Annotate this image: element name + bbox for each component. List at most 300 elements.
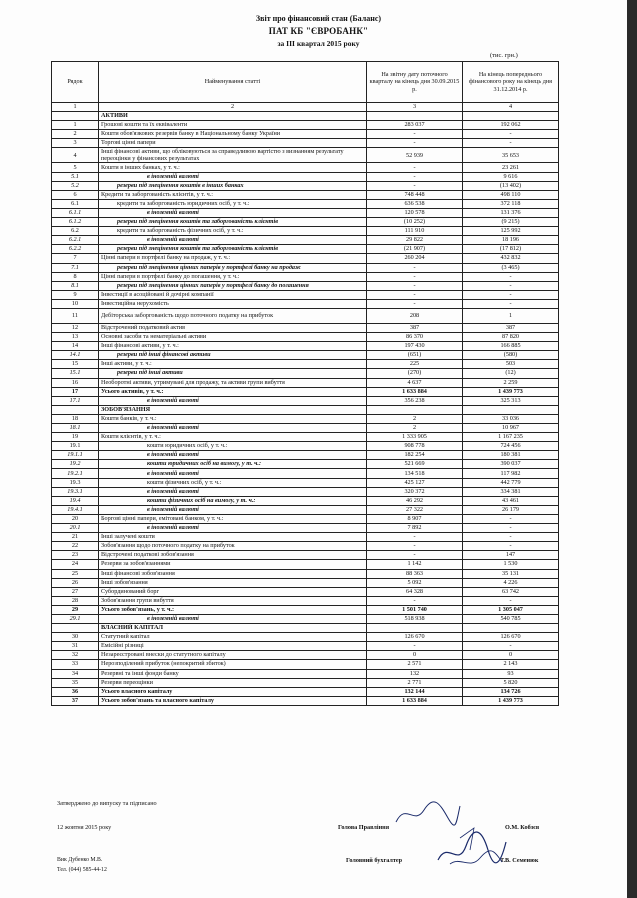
value-current: -	[367, 130, 463, 139]
value-current: 518 938	[367, 614, 463, 623]
row-number: 23	[52, 551, 99, 560]
row-number: 6.1	[52, 199, 99, 208]
table-row	[52, 442, 559, 451]
col-header-row: Рядок	[52, 62, 99, 103]
table-row	[52, 227, 559, 236]
col-number: 4	[463, 103, 559, 112]
row-label: Інвестиції в асоційовані й дочірні компанії	[99, 290, 367, 299]
row-number: 34	[52, 669, 99, 678]
row-label: Усього активів, у т. ч.:	[99, 387, 367, 396]
table-row	[52, 469, 559, 478]
table-row	[52, 254, 559, 263]
table-row	[52, 487, 559, 496]
table-row	[52, 578, 559, 587]
table-row	[52, 190, 559, 199]
row-label: Цінні папери в портфелі банку на продаж, у т. ч.:	[99, 254, 367, 263]
table-row	[52, 272, 559, 281]
value-previous: (3 465)	[463, 263, 559, 272]
row-number: 33	[52, 660, 99, 669]
col-number: 2	[99, 103, 367, 112]
row-label: Боргові цінні папери, емітовані банком, у т. ч.:	[99, 514, 367, 523]
value-previous: -	[463, 524, 559, 533]
row-label: кредити та заборгованість юридичних осіб, у т. ч.:	[99, 199, 367, 208]
table-row	[52, 451, 559, 460]
value-previous: 498 110	[463, 190, 559, 199]
value-current: 4 637	[367, 378, 463, 387]
row-number: 19.3.1	[52, 487, 99, 496]
value-previous: 724 456	[463, 442, 559, 451]
value-previous	[463, 624, 559, 633]
value-current: 126 670	[367, 633, 463, 642]
value-previous: 2 143	[463, 660, 559, 669]
value-current: -	[367, 281, 463, 290]
row-number: 24	[52, 560, 99, 569]
value-current: (651)	[367, 351, 463, 360]
table-row	[52, 514, 559, 523]
value-previous: 126 670	[463, 633, 559, 642]
value-previous: 192 062	[463, 121, 559, 130]
row-label: в іноземній валюті	[99, 396, 367, 405]
row-label: Відстрочені податкові зобов'язання	[99, 551, 367, 560]
value-current: -	[367, 642, 463, 651]
row-label: Торгові цінні папери	[99, 139, 367, 148]
table-row	[52, 245, 559, 254]
value-current: 1 633 884	[367, 387, 463, 396]
table-row	[52, 172, 559, 181]
table-row	[52, 542, 559, 551]
value-current	[367, 624, 463, 633]
value-current: -	[367, 139, 463, 148]
value-current: -	[367, 542, 463, 551]
approval-date: 12 жовтня 2015 року	[57, 824, 112, 831]
row-label: ВЛАСНИЙ КАПІТАЛ	[99, 624, 367, 633]
value-current: 86 370	[367, 333, 463, 342]
row-number: 19.2.1	[52, 469, 99, 478]
row-number: 31	[52, 642, 99, 651]
table-row	[52, 281, 559, 290]
value-previous: -	[463, 290, 559, 299]
table-header-row	[52, 62, 559, 103]
row-label: Резерви переоцінки	[99, 678, 367, 687]
row-label: Резервні та інші фонди банку	[99, 669, 367, 678]
row-number: 15	[52, 360, 99, 369]
chair-signature-icon	[392, 798, 462, 828]
row-number	[52, 112, 99, 121]
col-header-previous: На кінець попереднього фінансового року на кінець дня 31.12.2014 р.	[463, 62, 559, 103]
value-previous: -	[463, 299, 559, 308]
row-label: Резерви за зобов'язаннями	[99, 560, 367, 569]
table-row	[52, 669, 559, 678]
row-label: кошти юридичних осіб на вимогу, у т. ч.:	[99, 460, 367, 469]
row-label: Усього зобов'язань, у т. ч.:	[99, 605, 367, 614]
value-previous: 390 037	[463, 460, 559, 469]
value-current: 283 037	[367, 121, 463, 130]
scan-edge	[627, 0, 637, 898]
row-number: 29.1	[52, 614, 99, 623]
row-label: АКТИВИ	[99, 112, 367, 121]
row-number: 6.2.1	[52, 236, 99, 245]
value-current: -	[367, 272, 463, 281]
table-row	[52, 323, 559, 332]
value-previous: 180 381	[463, 451, 559, 460]
value-previous: -	[463, 533, 559, 542]
row-number: 4	[52, 148, 99, 163]
row-label: Цінні папери в портфелі банку до погашення, у т. ч.:	[99, 272, 367, 281]
row-number: 32	[52, 651, 99, 660]
value-previous: (12)	[463, 369, 559, 378]
value-previous: 63 742	[463, 587, 559, 596]
row-number: 18.1	[52, 424, 99, 433]
value-previous: 33 036	[463, 414, 559, 423]
value-current: 1 333 905	[367, 433, 463, 442]
value-current: -	[367, 290, 463, 299]
value-previous: -	[463, 130, 559, 139]
value-current: 27 322	[367, 505, 463, 514]
table-row	[52, 333, 559, 342]
table-row	[52, 569, 559, 578]
row-number: 21	[52, 533, 99, 542]
table-row	[52, 181, 559, 190]
row-number: 1	[52, 121, 99, 130]
row-number: 20.1	[52, 524, 99, 533]
row-number: 19.2	[52, 460, 99, 469]
row-number: 19.1.1	[52, 451, 99, 460]
value-previous: 166 885	[463, 342, 559, 351]
row-number: 28	[52, 596, 99, 605]
table-row	[52, 342, 559, 351]
row-label: Емісійні різниці	[99, 642, 367, 651]
value-previous: (17 812)	[463, 245, 559, 254]
row-label: Інвестиційна нерухомість	[99, 299, 367, 308]
row-label: Усього власного капіталу	[99, 687, 367, 696]
row-number: 7.1	[52, 263, 99, 272]
table-row	[52, 596, 559, 605]
table-row	[52, 163, 559, 172]
value-previous: 1 167 235	[463, 433, 559, 442]
row-label: Необоротні активи, утримувані для продажу, та активи групи вибуття	[99, 378, 367, 387]
row-number: 6.2.2	[52, 245, 99, 254]
value-previous: 35 131	[463, 569, 559, 578]
value-current: 1 142	[367, 560, 463, 569]
row-label: резерви під знецінення цінних паперів у портфелі банку на продаж	[99, 263, 367, 272]
value-current: -	[367, 596, 463, 605]
row-number: 6.1.1	[52, 208, 99, 217]
table-row	[52, 551, 559, 560]
value-previous: (580)	[463, 351, 559, 360]
row-label: Дебіторська заборгованість щодо поточного податку на прибуток	[99, 308, 367, 323]
table-row	[52, 687, 559, 696]
row-label: Кредити та заборгованість клієнтів, у т. ч.:	[99, 190, 367, 199]
value-previous: 117 982	[463, 469, 559, 478]
units-label: (тис. грн.)	[490, 52, 518, 59]
value-previous: 372 118	[463, 199, 559, 208]
table-row	[52, 505, 559, 514]
row-number: 5	[52, 163, 99, 172]
row-label: Грошові кошти та їх еквіваленти	[99, 121, 367, 130]
value-current: (21 907)	[367, 245, 463, 254]
row-number: 16	[52, 378, 99, 387]
value-previous: 4 226	[463, 578, 559, 587]
row-label: Кошти в інших банках, у т. ч.:	[99, 163, 367, 172]
table-row	[52, 424, 559, 433]
value-previous: 334 381	[463, 487, 559, 496]
value-current: 64 328	[367, 587, 463, 596]
row-number: 5.1	[52, 172, 99, 181]
value-previous: 43 461	[463, 496, 559, 505]
value-previous: 35 653	[463, 148, 559, 163]
value-previous: 1 530	[463, 560, 559, 569]
value-previous: 503	[463, 360, 559, 369]
value-previous: 387	[463, 323, 559, 332]
table-row	[52, 199, 559, 208]
value-current: 521 669	[367, 460, 463, 469]
value-current: 260 204	[367, 254, 463, 263]
value-current	[367, 405, 463, 414]
table-row	[52, 614, 559, 623]
value-current: 5 092	[367, 578, 463, 587]
row-number: 3	[52, 139, 99, 148]
table-row	[52, 533, 559, 542]
row-number: 19.4	[52, 496, 99, 505]
value-current: 225	[367, 360, 463, 369]
row-label: резерви під знецінення коштів та заборгованість клієнтів	[99, 218, 367, 227]
value-current: -	[367, 551, 463, 560]
row-label: Інші фінансові активи, у т. ч.:	[99, 342, 367, 351]
value-current: -	[367, 163, 463, 172]
table-row	[52, 678, 559, 687]
row-number: 35	[52, 678, 99, 687]
value-previous: 10 967	[463, 424, 559, 433]
table-row	[52, 263, 559, 272]
row-number: 2	[52, 130, 99, 139]
row-label: в іноземній валюті	[99, 505, 367, 514]
table-row	[52, 387, 559, 396]
row-number: 15.1	[52, 369, 99, 378]
table-row	[52, 560, 559, 569]
value-current: 134 518	[367, 469, 463, 478]
value-current: 2 571	[367, 660, 463, 669]
table-row	[52, 290, 559, 299]
value-previous: 9 616	[463, 172, 559, 181]
report-period: за ІІІ квартал 2015 року	[277, 39, 360, 48]
row-number: 6	[52, 190, 99, 199]
row-number: 22	[52, 542, 99, 551]
value-previous: 134 726	[463, 687, 559, 696]
value-previous: 540 785	[463, 614, 559, 623]
row-number	[52, 405, 99, 414]
col-number: 3	[367, 103, 463, 112]
value-current: 208	[367, 308, 463, 323]
table-row	[52, 236, 559, 245]
value-previous: 18 196	[463, 236, 559, 245]
value-current: 387	[367, 323, 463, 332]
value-current: -	[367, 299, 463, 308]
value-current: 320 372	[367, 487, 463, 496]
value-previous: 432 832	[463, 254, 559, 263]
row-number: 18	[52, 414, 99, 423]
value-previous: -	[463, 542, 559, 551]
row-label: в іноземній валюті	[99, 208, 367, 217]
signature-scribble-icon	[430, 820, 510, 875]
table-row	[52, 208, 559, 217]
value-previous	[463, 112, 559, 121]
row-number: 6.1.2	[52, 218, 99, 227]
value-previous	[463, 405, 559, 414]
chair-title: Голова Правління	[338, 824, 390, 831]
row-label: Субординований борг	[99, 587, 367, 596]
row-number: 17	[52, 387, 99, 396]
row-number: 36	[52, 687, 99, 696]
value-current: 356 238	[367, 396, 463, 405]
row-label: в іноземній валюті	[99, 469, 367, 478]
value-current: 2	[367, 424, 463, 433]
row-label: в іноземній валюті	[99, 236, 367, 245]
row-label: резерви під знецінення цінних паперів у портфелі банку до погашення	[99, 281, 367, 290]
value-previous: -	[463, 139, 559, 148]
value-current: 8 907	[367, 514, 463, 523]
row-number: 12	[52, 323, 99, 332]
row-label: ЗОБОВ'ЯЗАННЯ	[99, 405, 367, 414]
table-row	[52, 299, 559, 308]
value-previous: 1 439 773	[463, 387, 559, 396]
row-number: 27	[52, 587, 99, 596]
value-previous: 325 313	[463, 396, 559, 405]
table-row	[52, 587, 559, 596]
executor-phone: Тел. (044) 585-44-12	[57, 867, 107, 873]
row-label: Інші фінансові зобов'язання	[99, 569, 367, 578]
row-number: 8.1	[52, 281, 99, 290]
table-row	[52, 112, 559, 121]
bank-name: ПАТ КБ "ЄВРОБАНК"	[268, 26, 369, 36]
chair-name: О.М. Кобзєв	[505, 824, 540, 831]
row-label: Основні засоби та нематеріальні активи	[99, 333, 367, 342]
row-label: в іноземній валюті	[99, 172, 367, 181]
value-current: 132 144	[367, 687, 463, 696]
col-header-name: Найменування статті	[99, 62, 367, 103]
col-number: 1	[52, 103, 99, 112]
table-row	[52, 369, 559, 378]
row-number: 19.3	[52, 478, 99, 487]
value-previous: 87 820	[463, 333, 559, 342]
row-number: 17.1	[52, 396, 99, 405]
approval-note: Затверджено до випуску та підписано	[57, 800, 157, 807]
value-current: 88 363	[367, 569, 463, 578]
value-current: (10 252)	[367, 218, 463, 227]
value-current: 46 292	[367, 496, 463, 505]
value-previous: -	[463, 272, 559, 281]
row-label: в іноземній валюті	[99, 524, 367, 533]
value-current: 7 892	[367, 524, 463, 533]
table-row	[52, 696, 559, 705]
value-previous: 0	[463, 651, 559, 660]
row-number: 11	[52, 308, 99, 323]
table-row	[52, 651, 559, 660]
row-number: 30	[52, 633, 99, 642]
value-current: 197 430	[367, 342, 463, 351]
value-current: 0	[367, 651, 463, 660]
row-label: Відстрочений податковий актив	[99, 323, 367, 332]
value-previous: -	[463, 281, 559, 290]
row-number: 6.2	[52, 227, 99, 236]
table-row	[52, 642, 559, 651]
row-number: 8	[52, 272, 99, 281]
value-current: 111 910	[367, 227, 463, 236]
table-row	[52, 414, 559, 423]
value-current: 2	[367, 414, 463, 423]
table-row	[52, 308, 559, 323]
value-previous: 1 439 773	[463, 696, 559, 705]
row-number: 37	[52, 696, 99, 705]
row-label: кошти фізичних осіб, у т. ч.:	[99, 478, 367, 487]
value-current: -	[367, 263, 463, 272]
row-number: 13	[52, 333, 99, 342]
table-row	[52, 605, 559, 614]
row-label: Кошти обов'язкових резервів банку в Національному банку України	[99, 130, 367, 139]
row-label: Інші залучені кошти	[99, 533, 367, 542]
value-current: 636 538	[367, 199, 463, 208]
table-row	[52, 148, 559, 163]
value-previous: (9 215)	[463, 218, 559, 227]
row-label: Статутний капітал	[99, 633, 367, 642]
value-current: (270)	[367, 369, 463, 378]
table-row	[52, 121, 559, 130]
row-label: Усього зобов'язань та власного капіталу	[99, 696, 367, 705]
row-label: Нерозподілений прибуток (непокритий збиток)	[99, 660, 367, 669]
row-number	[52, 624, 99, 633]
row-number: 26	[52, 578, 99, 587]
value-previous: 2 259	[463, 378, 559, 387]
value-current: 1 633 884	[367, 696, 463, 705]
row-label: Інші активи, у т. ч.:	[99, 360, 367, 369]
row-label: Інші зобов'язання	[99, 578, 367, 587]
row-label: кошти фізичних осіб на вимогу, у т. ч.:	[99, 496, 367, 505]
row-number: 19	[52, 433, 99, 442]
value-previous: 442 779	[463, 478, 559, 487]
value-current: 1 501 740	[367, 605, 463, 614]
value-current: 748 448	[367, 190, 463, 199]
row-label: резерви під інші активи	[99, 369, 367, 378]
row-label: Незареєстровані внески до статутного капіталу	[99, 651, 367, 660]
row-label: Кошти банків, у т. ч.:	[99, 414, 367, 423]
value-previous: 125 992	[463, 227, 559, 236]
row-number: 20	[52, 514, 99, 523]
value-previous: 23 261	[463, 163, 559, 172]
report-title: Звіт про фінансовий стан (Баланс)	[255, 14, 382, 23]
value-current: 29 822	[367, 236, 463, 245]
table-row	[52, 478, 559, 487]
executor-name: Вик Дубенко М.В.	[57, 857, 103, 863]
row-label: в іноземній валюті	[99, 614, 367, 623]
value-current: -	[367, 533, 463, 542]
col-header-current: На звітну дату поточного кварталу на кінець дня 30.09.2015 р.	[367, 62, 463, 103]
row-number: 19.1	[52, 442, 99, 451]
value-current: 132	[367, 669, 463, 678]
row-number: 29	[52, 605, 99, 614]
value-previous: 26 179	[463, 505, 559, 514]
balance-table	[51, 61, 559, 706]
value-previous: -	[463, 642, 559, 651]
value-previous: 5 820	[463, 678, 559, 687]
table-row	[52, 633, 559, 642]
row-label: Інші фінансові активи, що обліковуються за справедливою вартістю з визнанням результату переоцінки у фінансових результатах	[99, 148, 367, 163]
row-label: кредити та заборгованість фізичних осіб, у т. ч.:	[99, 227, 367, 236]
table-row	[52, 351, 559, 360]
table-row	[52, 405, 559, 414]
row-number: 7	[52, 254, 99, 263]
row-number: 9	[52, 290, 99, 299]
table-row	[52, 624, 559, 633]
table-row	[52, 218, 559, 227]
